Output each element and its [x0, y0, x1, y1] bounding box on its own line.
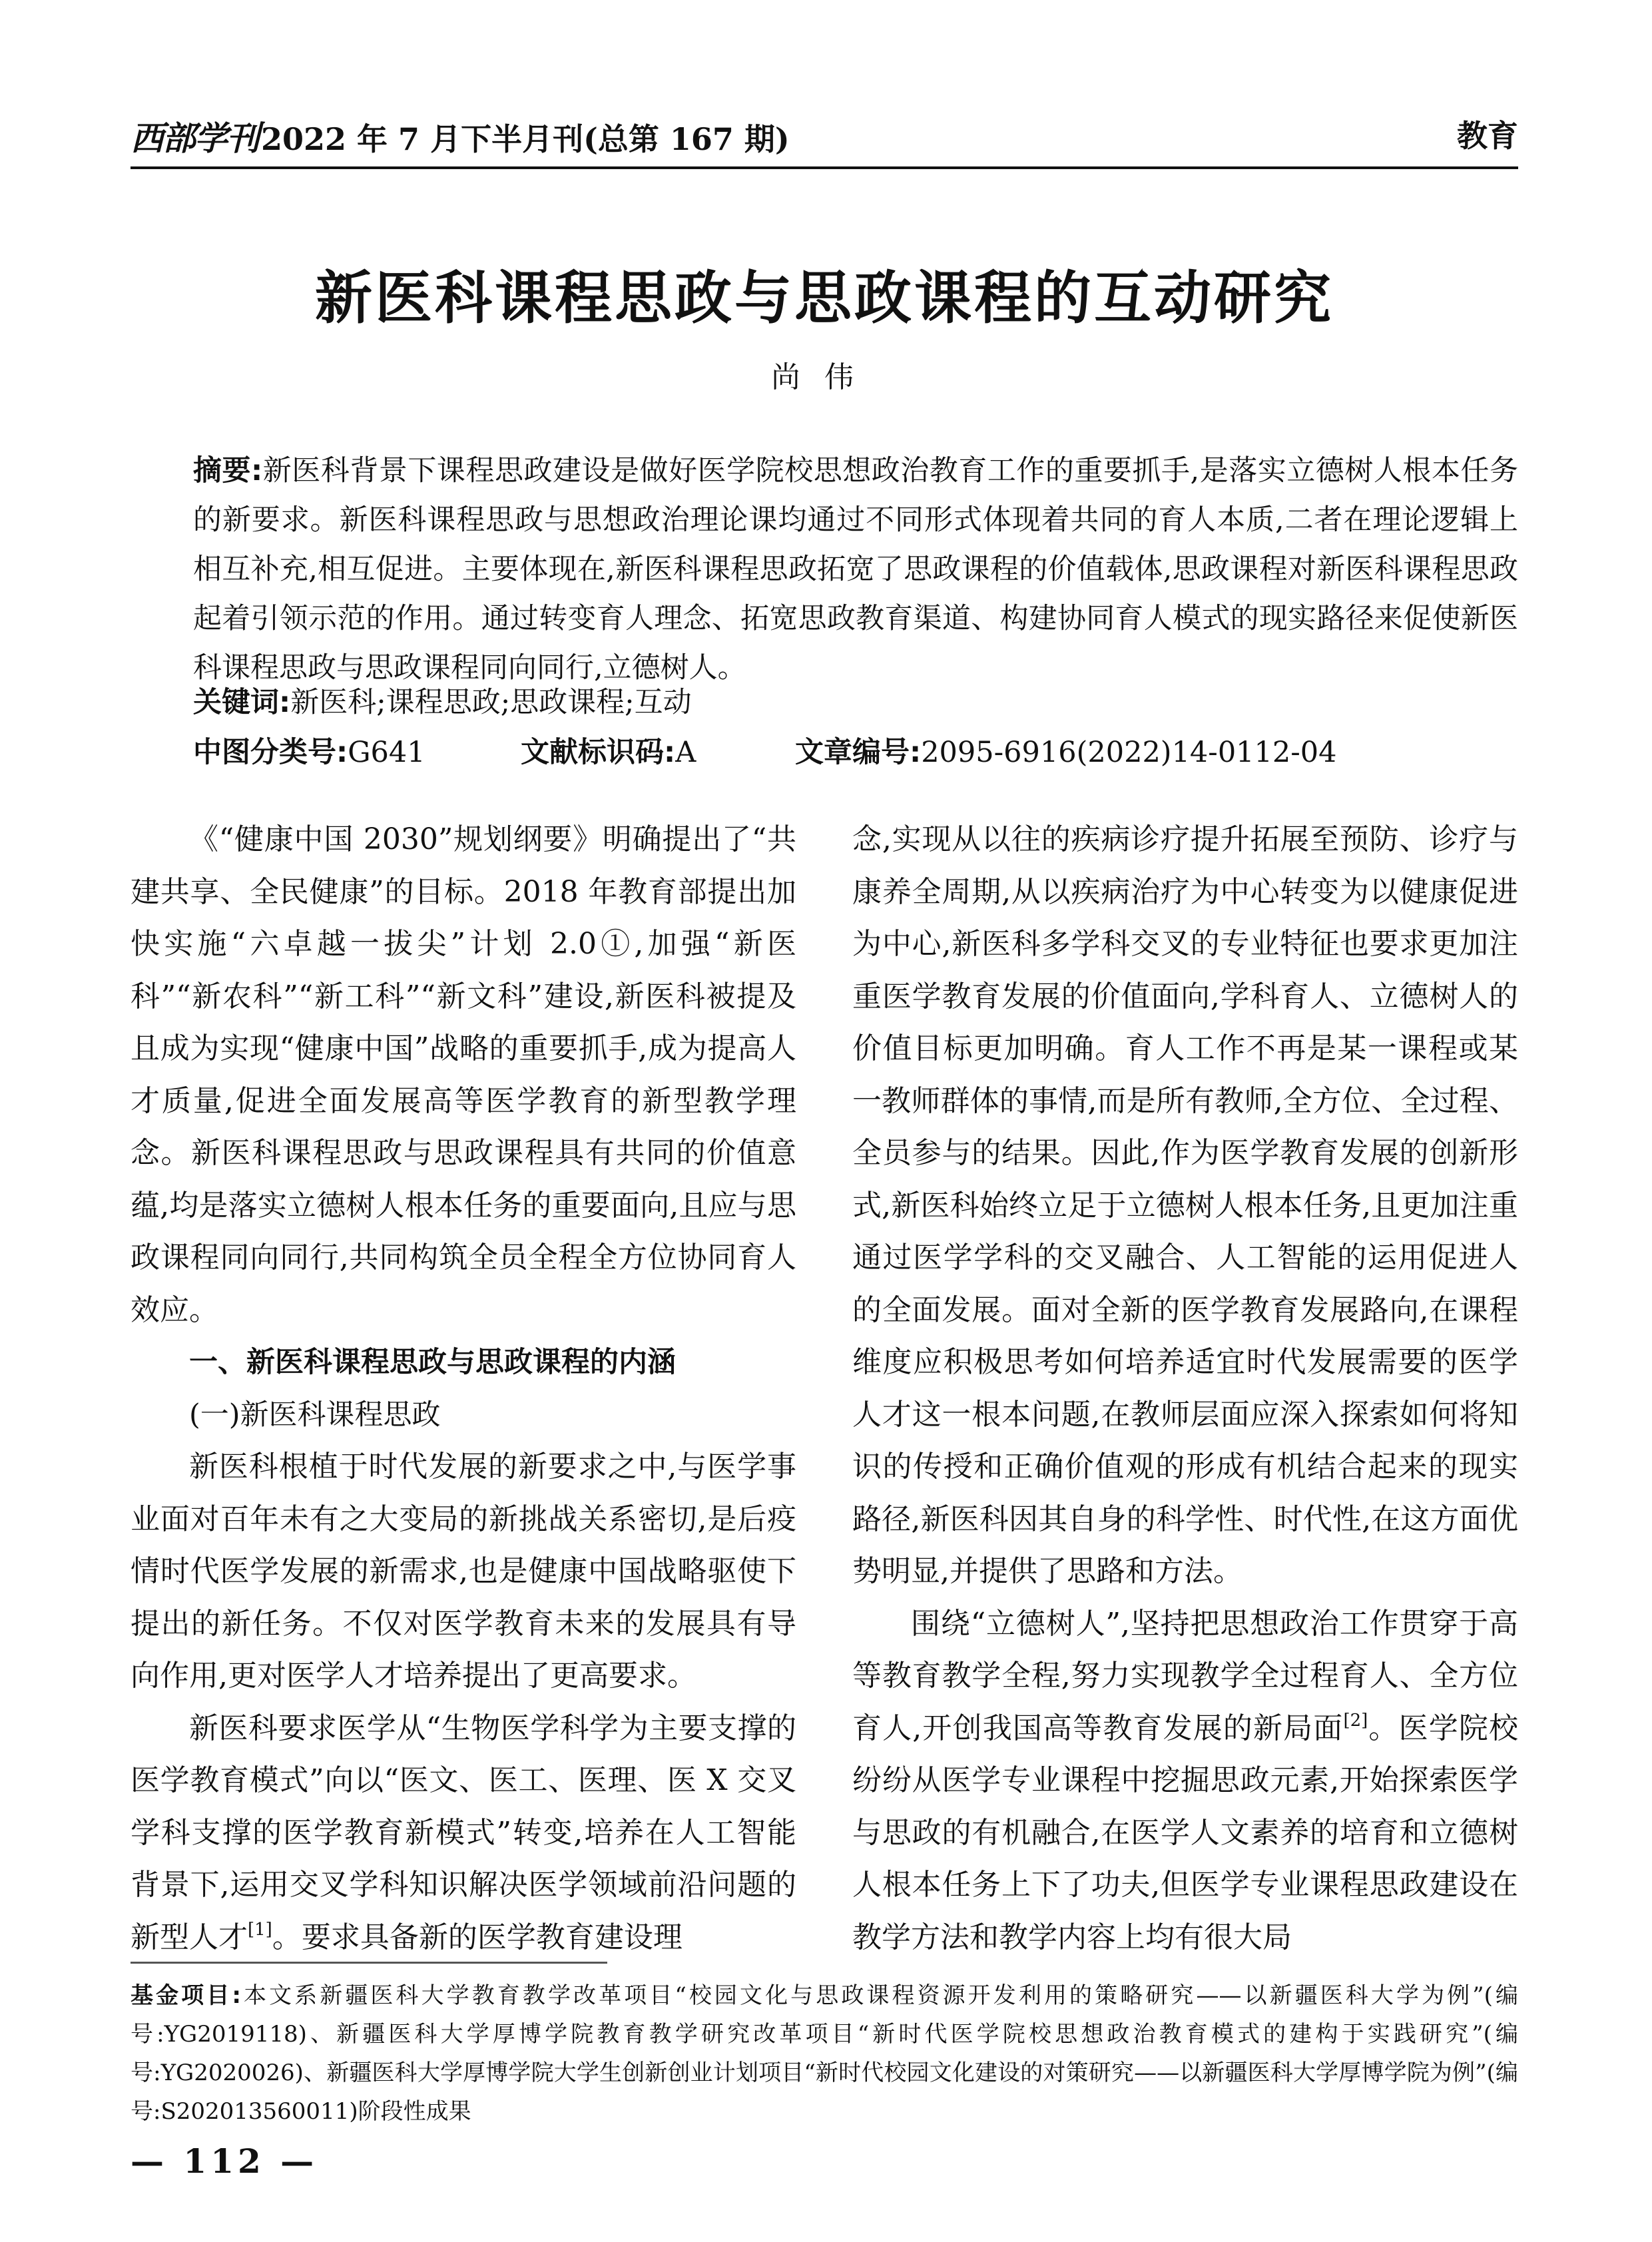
body-column-left: [131, 814, 796, 1964]
funding-note: [131, 1976, 1518, 2131]
abstract-text: 新医科背景下课程思政建设是做好医学院校思想政治教育工作的重要抓手,是落实立德树人根本任务的新要求。新医科课程思政与思想政治理论课均通过不同形式体现着共同的育人本质,二者在理论逻辑上相互补充,相互促进。主要体现在,新医科课程思政拓宽了思政课程的价值载体,思政课程对新医科课程思政起着引领示范的作用。通过转变育人理念、拓宽思政教育渠道、构建协同育人模式的现实路径来促使新医科课程思政与思政课程同向同行,立德树人。: [193, 454, 1518, 685]
paragraph: [852, 1598, 1518, 1964]
paragraph-text: 。医学院校纷纷从医学专业课程中挖掘思政元素,开始探索医学与思政的有机融合,在医学人文素养的培育和立德树人根本任务上下了功夫,但医学专业课程思政建设在教学方法和教学内容上均有很大局: [852, 1711, 1518, 1954]
article-author: 尚伟: [771, 360, 878, 394]
keywords-label: 关键词:: [193, 686, 291, 719]
paragraph: 《“健康中国 2030”规划纲要》明确提出了“共建共享、全民健康”的目标。2018 年教育部提出加快实施“六卓越一拔尖”计划 2.0①,加强“新医科”“新农科”“新工科”“新文科”建设,新医科被提及且成为实现“健康中国”战略的重要抓手,成为提高人才质量,促进全面发展高等医学教育的新型教学理念。新医科课程思政与思政课程具有共同的价值意蕴,均是落实立德树人根本任务的重要面向,且应与思政课程同向同行,共同构筑全员全程全方位协同育人效应。: [131, 822, 796, 1327]
running-header: [131, 112, 1518, 158]
classification-line: [193, 728, 1518, 777]
document-code-label: 文献标识码:: [521, 736, 676, 769]
section-label: 教育: [1457, 118, 1518, 154]
abstract: [193, 446, 1518, 693]
clc-value: G641: [348, 736, 425, 769]
subsection-heading: (一)新医科课程思政: [189, 1398, 441, 1432]
paragraph-text: 新医科要求医学从“生物医学科学为主要支撑的医学教育模式”向以“医文、医工、医理、医 X 交叉学科支撑的医学教育新模式”转变,培养在人工智能背景下,运用交叉学科知识解决医学领域前沿问题的新型人才: [131, 1711, 796, 1954]
document-code-value: A: [675, 736, 696, 769]
paragraph-text: 围绕“立德树人”,坚持把思想政治工作贯穿于高等教育教学全程,努力实现教学全过程育人、全方位育人,开创我国高等教育发展的新局面: [852, 1606, 1518, 1745]
footnote-divider: [131, 1962, 607, 1964]
document-code: [521, 728, 696, 777]
paragraph: 念,实现从以往的疾病诊疗提升拓展至预防、诊疗与康养全周期,从以疾病治疗为中心转变为以健康促进为中心,新医科多学科交叉的专业特征也要求更加注重医学教育发展的价值面向,学科育人、立德树人的价值目标更加明确。育人工作不再是某一课程或某一教师群体的事情,而是所有教师,全方位、全过程、全员参与的结果。因此,作为医学教育发展的创新形式,新医科始终立足于立德树人根本任务,且更加注重通过医学学科的交叉融合、人工智能的运用促进人的全面发展。面对全新的医学教育发展路向,在课程维度应积极思考如何培养适宜时代发展需要的医学人才这一根本问题,在教师层面应深入探索如何将知识的传授和正确价值观的形成有机结合起来的现实路径,新医科因其自身的科学性、时代性,在这方面优势明显,并提供了思路和方法。: [852, 822, 1518, 1588]
journal-issue-line: [131, 112, 790, 160]
page-number: — 112 —: [131, 2141, 318, 2181]
citation-ref[interactable]: [1]: [248, 1919, 272, 1940]
clc-code: [193, 728, 425, 777]
funding-text: 本文系新疆医科大学教育教学改革项目“校园文化与思政课程资源开发利用的策略研究——以新疆医科大学为例”(编号:YG2019118)、新疆医科大学厚博学院教育教学研究改革项目“新时代医学院校思想政治教育模式的建构于实践研究”(编号:YG2020026)、新疆医科大学厚博学院大学生创新创业计划项目“新时代校园文化建设的对策研究——以新疆医科大学厚博学院为例”(编号:S202013560011)阶段性成果: [131, 1982, 1518, 2125]
section-heading: 一、新医科课程思政与思政课程的内涵: [189, 1346, 676, 1379]
paragraph-text: 。要求具备新的医学教育建设理: [272, 1920, 683, 1954]
paragraph: [131, 1703, 796, 1964]
funding-label: 基金项目:: [131, 1982, 241, 2009]
abstract-label: 摘要:: [193, 454, 263, 487]
header-divider: [131, 166, 1518, 169]
paragraph: 新医科根植于时代发展的新要求之中,与医学事业面对百年未有之大变局的新挑战关系密切,是后疫情时代医学发展的新需求,也是健康中国战略驱使下提出的新任务。不仅对医学教育未来的发展具有导向作用,更对医学人才培养提出了更高要求。: [131, 1450, 796, 1693]
journal-logo: 西部学刊: [131, 119, 258, 158]
body-column-right: [852, 814, 1518, 1964]
citation-ref[interactable]: [2]: [1343, 1710, 1368, 1731]
article-title: 新医科课程思政与思政课程的互动研究: [315, 264, 1334, 332]
article-id-value: 2095-6916(2022)14-0112-04: [921, 736, 1337, 769]
article-id-label: 文章编号:: [795, 736, 922, 769]
keywords: [193, 678, 692, 727]
article-id: [795, 728, 1337, 777]
issue-label: 2022 年 7 月下半月刊(总第 167 期): [261, 121, 790, 157]
keywords-text: 新医科;课程思政;思政课程;互动: [290, 686, 692, 719]
clc-label: 中图分类号:: [193, 736, 348, 769]
